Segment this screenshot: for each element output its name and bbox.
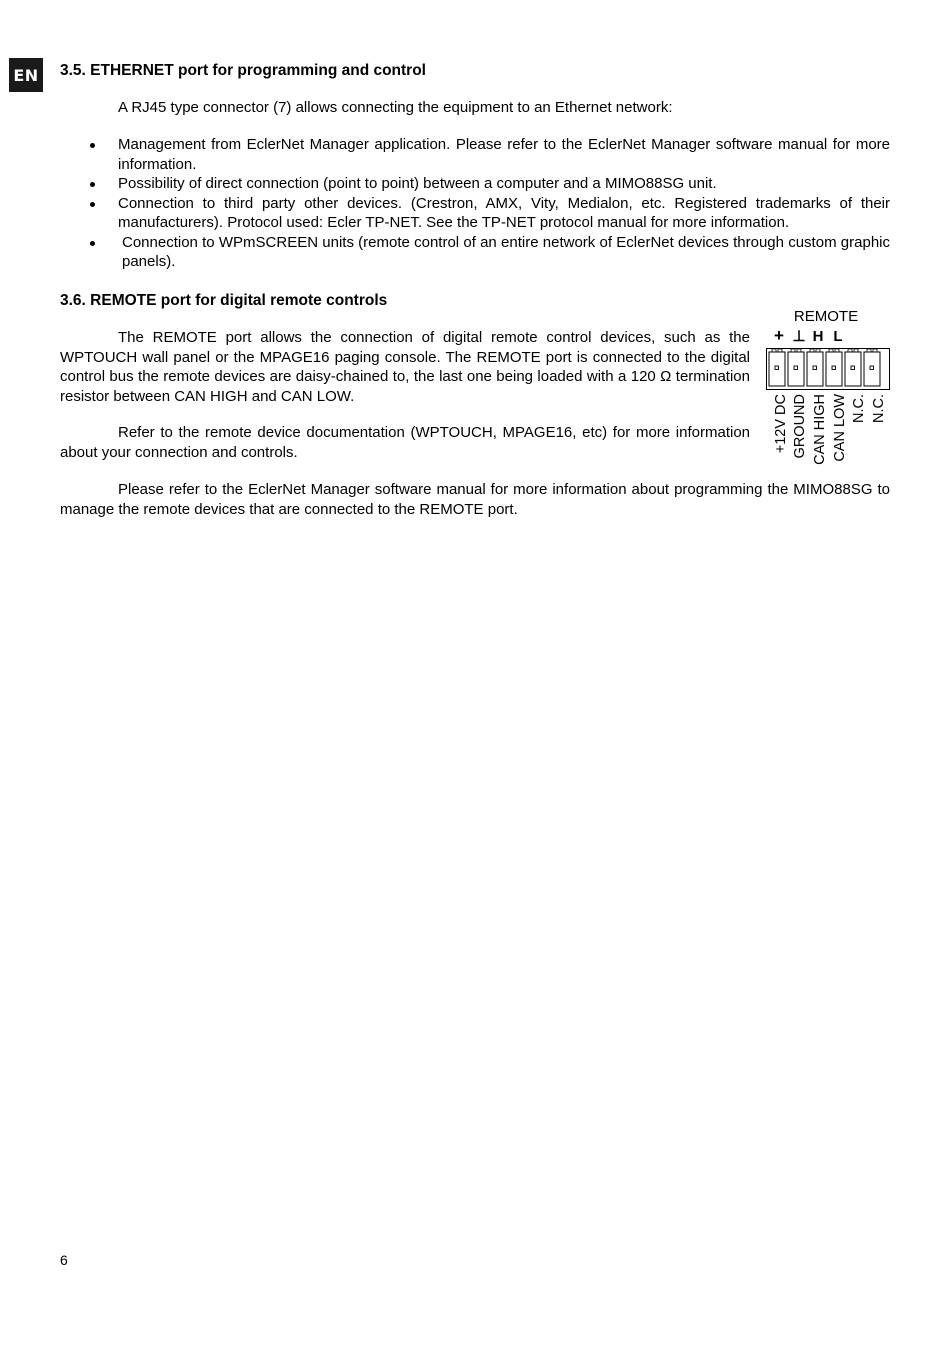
pin-label-nc: N.C. bbox=[851, 394, 867, 423]
ethernet-features-list bbox=[60, 135, 890, 272]
terminal-block bbox=[767, 349, 890, 390]
symbol-low: L bbox=[833, 328, 843, 345]
section-heading-remote: 3.6. REMOTE port for digital remote controls bbox=[60, 292, 388, 309]
list-item: Connection to third party other devices. (Crestron, AMX, Vity, Medialon, etc. Registered trademarks of their manufacturers). Protocol used: Ecler TP-NET. See the TP-NET protocol manual for more information. bbox=[60, 194, 890, 233]
ethernet-intro: A RJ45 type connector (7) allows connecting the equipment to an Ethernet network: bbox=[118, 99, 673, 116]
language-tab: EN bbox=[9, 58, 43, 92]
remote-paragraph-3: Please refer to the EclerNet Manager software manual for more information about programming the MIMO88SG to manage the remote devices that are connected to the REMOTE port. bbox=[60, 481, 890, 518]
list-item: Possibility of direct connection (point to point) between a computer and a MIMO88SG unit. bbox=[60, 174, 890, 194]
section-heading-ethernet: 3.5. ETHERNET port for programming and control bbox=[60, 62, 426, 79]
connector-title: REMOTE bbox=[793, 308, 859, 325]
symbol-ground: ⊥ bbox=[792, 328, 806, 345]
page-number: 6 bbox=[60, 1252, 68, 1268]
pin-label-nc: N.C. bbox=[871, 394, 887, 423]
pin-label-ground: GROUND bbox=[792, 394, 808, 459]
list-item: Connection to WPmSCREEN units (remote control of an entire network of EclerNet devices through custom graphic panels). bbox=[60, 233, 890, 272]
pin-label-can-low: CAN LOW bbox=[832, 394, 848, 462]
remote-paragraph-1: The REMOTE port allows the connection of digital remote control devices, such as the WPTOUCH wall panel or the MPAGE16 paging console. The REMOTE port is connected to the digital control bus the remote devices are daisy-chained to, the last one being loaded with a 120 Ω termination resistor between CAN HIGH and CAN LOW. bbox=[60, 329, 750, 405]
list-item: Management from EclerNet Manager application. Please refer to the EclerNet Manager software manual for more information. bbox=[60, 135, 890, 174]
remote-paragraph-2: Refer to the remote device documentation (WPTOUCH, MPAGE16, etc) for more information about your connection and controls. bbox=[60, 424, 750, 461]
pin-label-12v: +12V DC bbox=[773, 394, 789, 454]
symbol-positive: + bbox=[774, 326, 784, 345]
symbol-high: H bbox=[812, 328, 824, 345]
pin-label-can-high: CAN HIGH bbox=[812, 394, 828, 465]
remote-connector-diagram bbox=[762, 302, 897, 477]
